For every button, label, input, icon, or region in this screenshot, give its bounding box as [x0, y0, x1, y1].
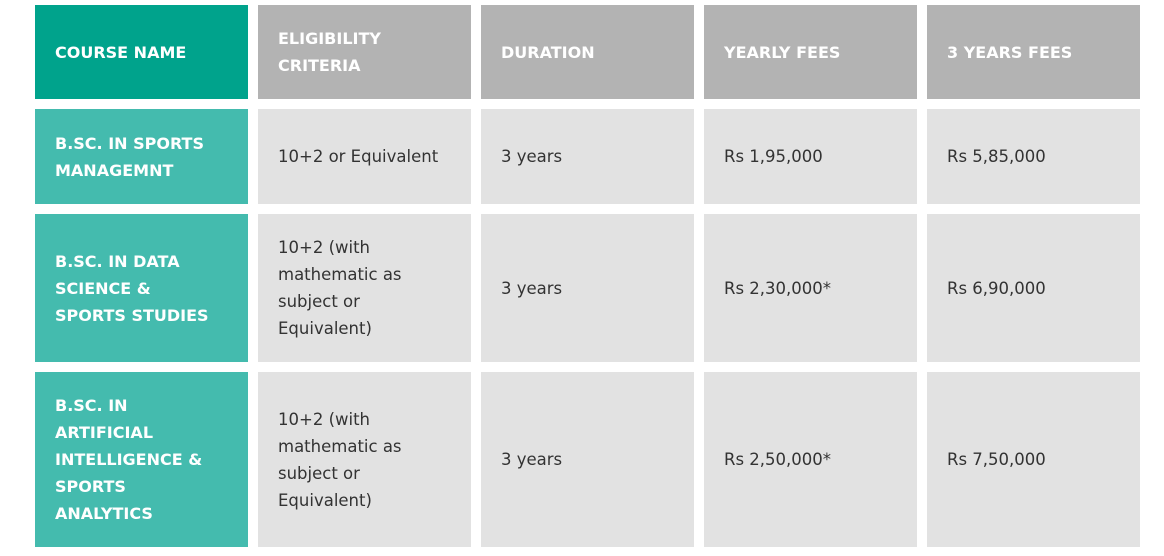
header-course-name: COURSE NAME	[35, 5, 248, 99]
header-three-years-fees: 3 YEARS FEES	[927, 5, 1140, 99]
eligibility-cell: 10+2 (with mathematic as subject or Equivalent)	[258, 372, 471, 547]
course-name-cell: B.SC. IN ARTIFICIAL INTELLIGENCE & SPORTS ANALYTICS	[35, 372, 248, 547]
course-name-cell: B.SC. IN DATA SCIENCE & SPORTS STUDIES	[35, 214, 248, 362]
header-eligibility-criteria: ELIGIBILITY CRITERIA	[258, 5, 471, 99]
yearly-fees-cell: Rs 2,50,000*	[704, 372, 917, 547]
course-fees-table	[35, 5, 1140, 547]
eligibility-cell: 10+2 or Equivalent	[258, 109, 471, 204]
course-name-cell: B.SC. IN SPORTS MANAGEMNT	[35, 109, 248, 204]
three-year-fees-cell: Rs 5,85,000	[927, 109, 1140, 204]
three-year-fees-cell: Rs 6,90,000	[927, 214, 1140, 362]
yearly-fees-cell: Rs 1,95,000	[704, 109, 917, 204]
duration-cell: 3 years	[481, 109, 694, 204]
duration-cell: 3 years	[481, 372, 694, 547]
eligibility-cell: 10+2 (with mathematic as subject or Equivalent)	[258, 214, 471, 362]
duration-cell: 3 years	[481, 214, 694, 362]
three-year-fees-cell: Rs 7,50,000	[927, 372, 1140, 547]
header-duration: DURATION	[481, 5, 694, 99]
header-yearly-fees: YEARLY FEES	[704, 5, 917, 99]
yearly-fees-cell: Rs 2,30,000*	[704, 214, 917, 362]
